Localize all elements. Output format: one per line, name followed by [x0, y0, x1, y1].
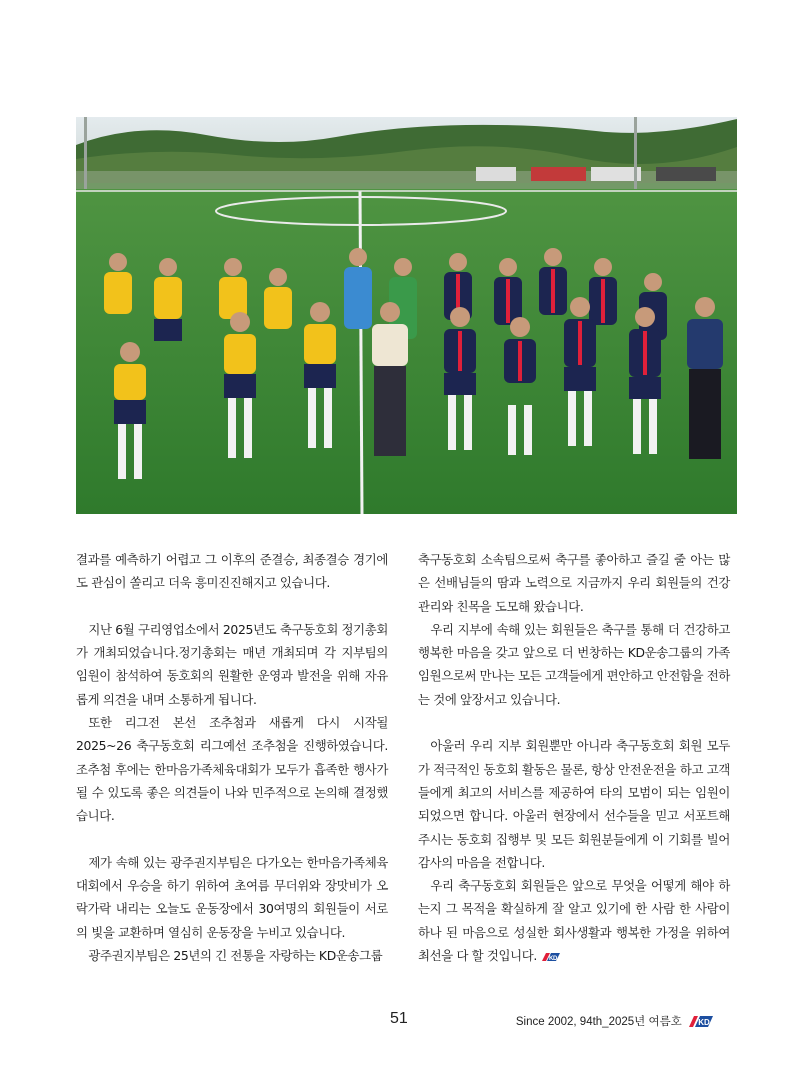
article-column-left [76, 548, 388, 967]
team-photo [76, 117, 737, 514]
paragraph-text: 우리 축구동호회 회원들은 앞으로 무엇을 어떻게 해야 하는지 그 목적을 확실하게 잘 알고 있기에 한 사람 한 사람이 하나 된 마음으로 성실한 회사생활과 행복한 가정을 위하여 최선을 다 할 것입니다. [418, 878, 730, 964]
paragraph: 제가 속해 있는 광주권지부팀은 다가오는 한마음가족체육대회에서 우승을 하기 위하여 초여름 무더위와 장맛비가 오락가락 내리는 오늘도 운동장에서 30여명의 회원들이 서로의 빛을 교환하며 열심히 운동장을 누비고 있습니다. [76, 854, 388, 940]
paragraph: 축구동호회 소속팀으로써 축구를 좋아하고 즐길 줄 아는 많은 선배님들의 땀과 노력으로 지금까지 우리 회원들의 건강관리와 친목을 도모해 왔습니다. [418, 552, 730, 614]
page-number: 51 [390, 1010, 408, 1027]
paragraph-last [418, 874, 730, 967]
paragraph: 또한 리그전 본선 조추첨과 새롭게 다시 시작될 2025~26 축구동호회 리그예선 조추첨을 진행하였습니다. 조추첨 후에는 한마음가족체육대회가 모두가 흡족한 행사가 될 수 있도록 좋은 의견들이 나와 민주적으로 논의해 결정했습니다. [76, 715, 388, 824]
kd-logo-icon [688, 1015, 714, 1028]
paragraph: 광주권지부팀은 25년의 긴 전통을 자랑하는 KD운송그룹 [88, 948, 383, 964]
paragraph: 아울러 우리 지부 회원뿐만 아니라 축구동호회 회원 모두가 적극적인 동호회 활동은 물론, 항상 안전운전을 하고 고객들에게 최고의 서비스를 제공하여 타의 모범이 되는 임원이 되었으면 합니다. 아울러 현장에서 선수들을 믿고 서포트해주시는 동호회 집행부 및 모든 회원분들에게 이 기회를 빌어 감사의 마음을 전합니다. [418, 738, 730, 870]
article-column-right [418, 548, 730, 967]
issue-info [516, 1013, 714, 1029]
paragraph: 지난 6월 구리영업소에서 2025년도 축구동호회 정기총회가 개최되었습니다.정기총회는 매년 개최되며 각 지부팀의 임원이 참석하여 동호회의 원활한 운영과 발전을 위해 자유롭게 의견을 내며 소통하게 됩니다. [76, 621, 389, 707]
svg-text:KD: KD [548, 955, 557, 962]
paragraph: 우리 지부에 속해 있는 회원들은 축구를 통해 더 건강하고 행복한 마음을 갖고 앞으로 더 번창하는 KD운송그룹의 가족 임원으로써 만나는 모든 고객들에게 편안하고 안전함을 전하는 것에 앞장서고 있습니다. [418, 621, 731, 707]
kd-logo-icon [541, 952, 561, 962]
paragraph: 결과를 예측하기 어렵고 그 이후의 준결승, 최종결승 경기에도 관심이 쏠리고 더욱 흥미진진해지고 있습니다. [76, 552, 388, 591]
issue-label: Since 2002, 94th_2025년 여름호 [515, 1016, 682, 1028]
svg-text:KD: KD [698, 1017, 710, 1027]
